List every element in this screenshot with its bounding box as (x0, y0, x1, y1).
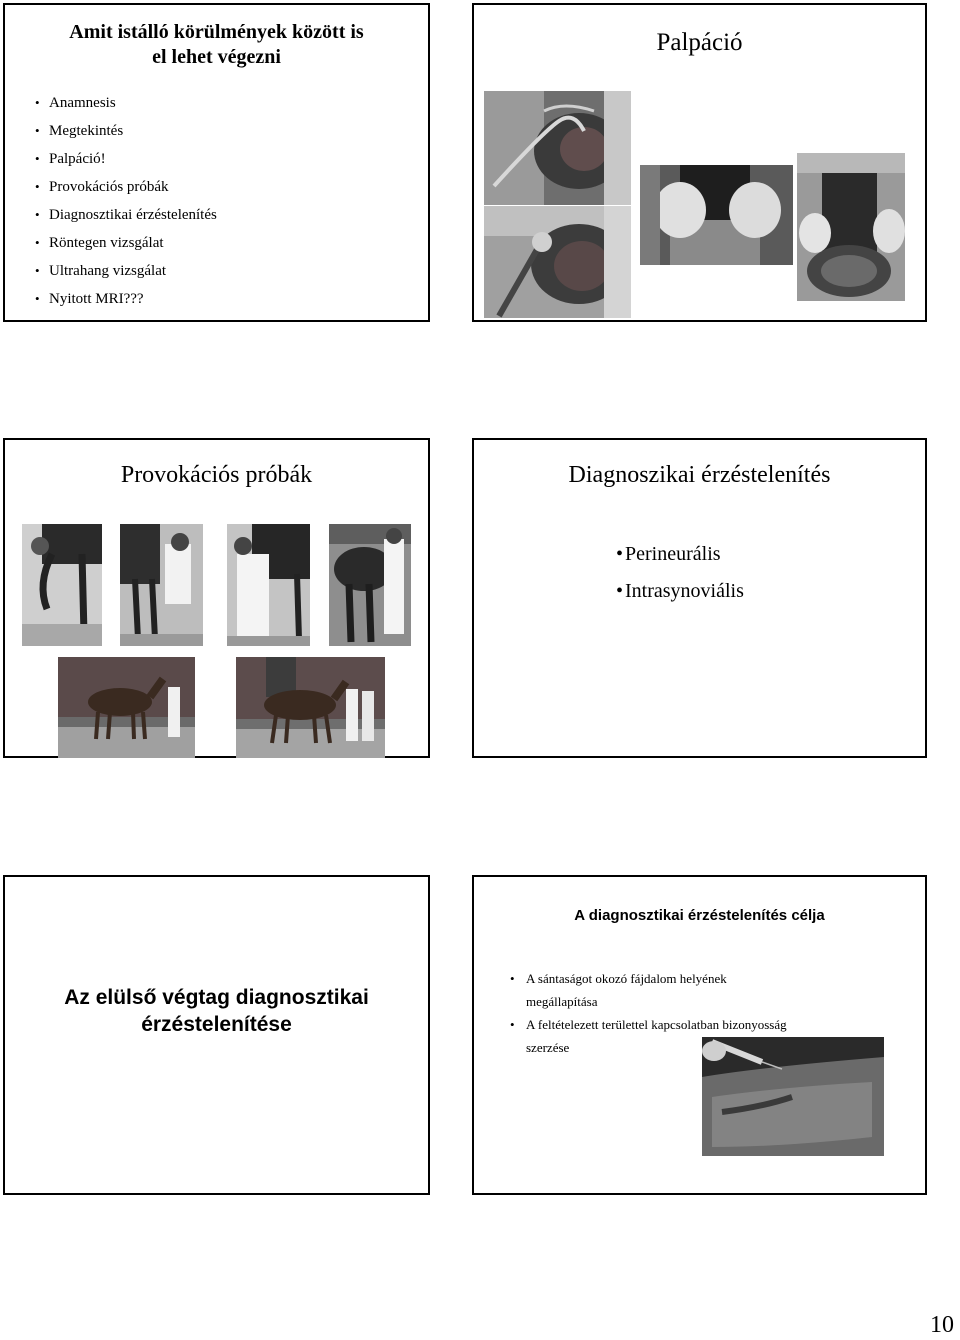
slide-title: Provokációs próbák (120, 462, 313, 488)
bullet-list (49, 89, 217, 313)
flexion-test-photo-3 (227, 524, 310, 646)
flexion-test-photo-2 (120, 524, 203, 646)
list-item: • Perineurális (616, 536, 744, 573)
list-item: • Nyitott MRI??? (49, 285, 217, 313)
slide-title: Diagnoszikai érzéstelenítés (568, 462, 831, 488)
title-line-1: Amit istálló körülmények között is (69, 21, 364, 43)
bullet-list (616, 536, 744, 610)
slide-palpacio (472, 3, 927, 322)
trot-test-photo-2 (236, 657, 385, 758)
hands-palpating-photo-1 (640, 165, 793, 265)
page-number: 10 (930, 1312, 954, 1338)
slide-provokacios (3, 438, 430, 758)
title-line-1: Az elülső végtag diagnosztikai (64, 986, 369, 1009)
slide-title: Palpáció (656, 29, 743, 56)
hands-palpating-photo-2 (797, 153, 905, 301)
list-item: • Anamnesis (49, 89, 217, 117)
list-item: • Ultrahang vizsgálat (49, 257, 217, 285)
title-line-2: érzéstelenítése (141, 1013, 292, 1036)
slide-title (5, 984, 428, 1038)
trot-test-photo-1 (58, 657, 195, 758)
slide-title: A diagnosztikai érzéstelenítés célja (574, 907, 825, 924)
slide-istallo (3, 3, 430, 322)
list-item: • Megtekintés (49, 117, 217, 145)
title-line-2: el lehet végezni (152, 46, 281, 68)
list-item: • Palpáció! (49, 145, 217, 173)
list-item: • Intrasynoviális (616, 573, 744, 610)
slide-title (5, 20, 428, 70)
injection-photo (702, 1037, 884, 1156)
slide-celja (472, 875, 927, 1195)
list-item: • Röntegen vizsgálat (49, 229, 217, 257)
list-item: • Provokációs próbák (49, 173, 217, 201)
list-item: • Diagnosztikai érzéstelenítés (49, 201, 217, 229)
list-item: • A feltételezett területtel kapcsolatban bizonyosság szerzése (510, 1013, 790, 1059)
flexion-test-photo-4 (329, 524, 411, 646)
slide-elulso-vegtag (3, 875, 430, 1195)
hoof-tester-photo-1 (484, 91, 631, 205)
flexion-test-photo-1 (22, 524, 102, 646)
hoof-tester-photo-2 (484, 206, 631, 318)
list-item: • A sántaságot okozó fájdalom helyének megállapítása (510, 967, 790, 1013)
slide-diagnoszikai (472, 438, 927, 758)
